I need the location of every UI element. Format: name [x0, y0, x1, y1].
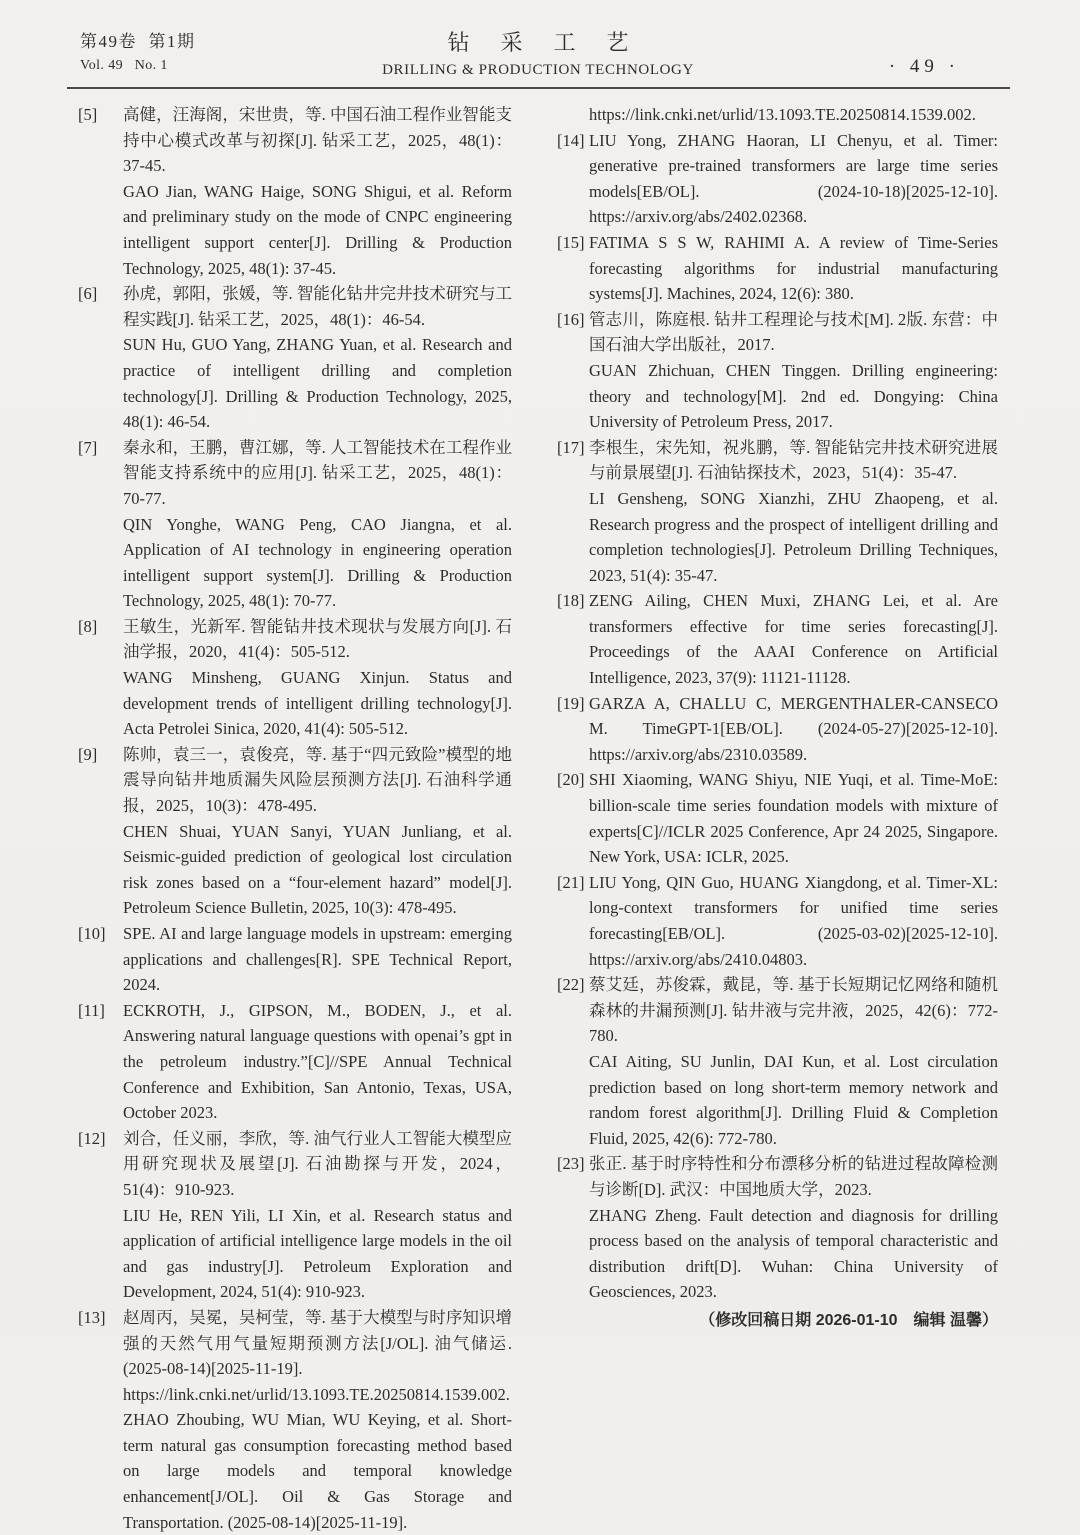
reference-item [557, 767, 998, 869]
reference-number: [7] [78, 437, 98, 457]
reference-text-cn: 王敏生，光新军. 智能钻井技术现状与发展方向[J]. 石油学报，2020，41(4)：505-512. [123, 616, 512, 662]
reference-item [78, 281, 512, 435]
reference-body [589, 870, 998, 972]
reference-body [123, 921, 512, 998]
reference-item [78, 1126, 512, 1305]
reference-text-cn: 秦永和，王鹏，曹江娜，等. 人工智能技术在工程作业智能支持系统中的应用[J]. 钻采工艺，2025，48(1)：70-77. [123, 437, 512, 508]
reference-body [589, 230, 998, 307]
reference-item [557, 972, 998, 1151]
reference-text-en: LIU Yong, QIN Guo, HUANG Xiangdong, et al. Timer-XL: long-context transformers for unified time series forecasting[EB/OL]. (2025-03-02)[2025-12-10]. https://arxiv.org/abs/2410.04803. [589, 872, 998, 969]
reference-text-en: GUAN Zhichuan, CHEN Tinggen. Drilling engineering: theory and technology[M]. 2nd ed. Dongying: China University of Petroleum Press, 2017. [589, 360, 998, 432]
reference-text-cn: 高健，汪海阁，宋世贵，等. 中国石油工程作业智能支持中心模式改革与初探[J]. 钻采工艺，2025，48(1)：37-45. [123, 105, 512, 176]
reference-continuation [557, 102, 998, 128]
reference-body [123, 435, 512, 614]
reference-text-en: GARZA A, CHALLU C, MERGENTHALER-CANSECO M. TimeGPT-1[EB/OL]. (2024-05-27)[2025-12-10]. https://arxiv.org/abs/2310.03589. [589, 693, 998, 764]
reference-text-cn: 李根生，宋先知，祝兆鹏，等. 智能钻完井技术研究进展与前景展望[J]. 石油钻探技术，2023，51(4)：35-47. [589, 437, 998, 483]
reference-text-en: ZENG Ailing, CHEN Muxi, ZHANG Lei, et al. Are transformers effective for time series forecasting[J]. Proceedings of the AAAI Conference on Artificial Intelligence, 2023, 37(9): 11121-11128. [589, 591, 998, 688]
reference-text-en: LI Gensheng, SONG Xianzhi, ZHU Zhaopeng, et al. Research progress and the prospect of intelligent drilling and completion technologies[J]. Petroleum Drilling Techniques, 2023, 51(4): 35-47. [589, 488, 998, 585]
reference-text-en: ECKROTH, J., GIPSON, M., BODEN, J., et al. Answering natural language questions with openai’s gpt in the petroleum industry.”[C]//SPE Annual Technical Conference and Exhibition, San Antonio, Texas, USA, October 2023. [123, 1000, 512, 1123]
reference-text-en: SHI Xiaoming, WANG Shiyu, NIE Yuqi, et al. Time-MoE: billion-scale time series foundation models with mixture of experts[C]//ICLR 2025 Conference, Apr 24 2025, Singapore. New York, USA: ICLR, 2025. [589, 770, 998, 867]
reference-text-en: SUN Hu, GUO Yang, ZHANG Yuan, et al. Research and practice of intelligent drilling and completion technology[J]. Drilling & Production Technology, 2025, 48(1): 46-54. [123, 335, 512, 432]
reference-text-en: ZHANG Zheng. Fault detection and diagnosis for drilling process based on the analysis of temporal characteristic and distribution drift[D]. Wuhan: China University of Geosciences, 2023. [589, 1205, 998, 1302]
volume-issue-cn: 第49卷 第1期 [80, 32, 196, 51]
reference-number: [18] [557, 591, 585, 611]
reference-body [589, 102, 998, 128]
reference-body [589, 1151, 998, 1305]
reference-text-en: GAO Jian, WANG Haige, SONG Shigui, et al. Reform and preliminary study on the mode of CNPC engineering intelligent support center[J]. Drilling & Production Technology, 2025, 48(1): 37-45. [123, 181, 512, 278]
header-divider [67, 87, 1010, 89]
reference-body [589, 972, 998, 1151]
reference-body [589, 307, 998, 435]
reference-text-cn: 赵周丙，吴冕，吴柯莹，等. 基于大模型与时序知识增强的天然气用气量短期预测方法[J/OL]. 油气储运. (2025-08-14)[2025-11-19]. https://link.cnki.net/urlid/13.1093.TE.20250814.1539.002. [123, 1307, 512, 1404]
reference-body [589, 588, 998, 690]
reference-number: [23] [557, 1154, 585, 1174]
reference-body [123, 614, 512, 742]
reference-number: [21] [557, 872, 585, 892]
reference-number: [20] [557, 770, 585, 790]
reference-body [589, 767, 998, 869]
reference-body [123, 102, 512, 281]
reference-body [589, 435, 998, 589]
reference-text-cn: 蔡艾廷，苏俊霖，戴昆，等. 基于长短期记忆网络和随机森林的井漏预测[J]. 钻井液与完井液，2025，42(6)：772-780. [589, 975, 998, 1046]
editor-note: （修改回稿日期 2026-01-10 编辑 温馨） [699, 1311, 998, 1329]
journal-title-en: DRILLING & PRODUCTION TECHNOLOGY [382, 62, 694, 78]
volume-issue-en: Vol. 49 No. 1 [80, 58, 168, 73]
reference-text-en: LIU He, REN Yili, LI Xin, et al. Research status and application of artificial intelligence large models in the oil and gas industry[J]. Petroleum Exploration and Development, 2024, 51(4): 910-923. [123, 1205, 512, 1302]
reference-number [557, 102, 589, 128]
reference-item [78, 998, 512, 1126]
reference-item [557, 1151, 998, 1305]
reference-number: [16] [557, 309, 585, 329]
reference-item [78, 1305, 512, 1535]
reference-body [589, 128, 998, 230]
reference-number: [17] [557, 437, 585, 457]
reference-item [557, 230, 998, 307]
reference-text-cn: 张正. 基于时序特性和分布漂移分析的钻进过程故障检测与诊断[D]. 武汉：中国地质大学，2023. [589, 1154, 998, 1199]
reference-number: [15] [557, 232, 585, 252]
reference-text-cn: 孙虎，郭阳，张媛，等. 智能化钻井完井技术研究与工程实践[J]. 钻采工艺，2025，48(1)：46-54. [123, 284, 512, 329]
reference-text-en: WANG Minsheng, GUANG Xinjun. Status and development trends of intelligent drilling technology[J]. Acta Petrolei Sinica, 2020, 41(4): 505-512. [123, 668, 512, 739]
reference-item [557, 588, 998, 690]
reference-body [123, 281, 512, 435]
reference-number: [9] [78, 744, 98, 764]
reference-number: [11] [78, 1000, 105, 1020]
reference-number: [22] [557, 975, 585, 995]
reference-text-en: QIN Yonghe, WANG Peng, CAO Jiangna, et al. Application of AI technology in engineering operation intelligent support system[J]. Drilling & Production Technology, 2025, 48(1): 70-77. [123, 514, 512, 611]
reference-item [78, 435, 512, 614]
references-column-right [557, 102, 998, 1535]
reference-body [123, 998, 512, 1126]
reference-number: [12] [78, 1128, 106, 1148]
reference-body [123, 1126, 512, 1305]
reference-item [78, 102, 512, 281]
reference-item [557, 691, 998, 768]
reference-number: [14] [557, 130, 585, 150]
reference-text-en: CHEN Shuai, YUAN Sanyi, YUAN Junliang, et al. Seismic-guided prediction of geological lost circulation risk zones based on a “four-element hazard” model[J]. Petroleum Science Bulletin, 2025, 10(3): 478-495. [123, 821, 512, 918]
reference-text-en: FATIMA S S W, RAHIMI A. A review of Time-Series forecasting algorithms for industrial manufacturing systems[J]. Machines, 2024, 12(6): 380. [589, 232, 998, 304]
reference-item [78, 921, 512, 998]
reference-body [123, 742, 512, 921]
reference-item [557, 435, 998, 589]
reference-item [557, 307, 998, 435]
reference-number: [10] [78, 924, 106, 943]
reference-item [78, 614, 512, 742]
page-number: · 49 · [888, 56, 960, 77]
reference-text-en: SPE. AI and large language models in upstream: emerging applications and challenges[R]. SPE Technical Report, 2024. [123, 924, 512, 995]
reference-text-cn: 管志川，陈庭根. 钻井工程理论与技术[M]. 2版. 东营：中国石油大学出版社，2017. [589, 309, 998, 355]
reference-item [78, 742, 512, 921]
reference-body [123, 1305, 512, 1535]
reference-number: [6] [78, 284, 98, 304]
reference-text-en: ZHAO Zhoubing, WU Mian, WU Keying, et al. Short-term natural gas consumption forecasting method based on large models and temporal knowledge enhancement[J/OL]. Oil & Gas Storage and Transportation. (2025-08-14)[2025-11-19]. [123, 1410, 512, 1532]
reference-text-en: LIU Yong, ZHANG Haoran, LI Chenyu, et al. Timer: generative pre-trained transformers are large time series models[EB/OL]. (2024-10-18)[2025-12-10]. https://arxiv.org/abs/2402.02368. [589, 130, 998, 227]
reference-number: [19] [557, 693, 585, 713]
journal-title-block [78, 26, 998, 79]
reference-number: [5] [78, 105, 98, 124]
reference-text-en: CAI Aiting, SU Junlin, DAI Kun, et al. Lost circulation prediction based on long short-term memory network and random forest algorithm[J]. Drilling Fluid & Completion Fluid, 2025, 42(6): 772-780. [589, 1051, 998, 1148]
reference-item [557, 128, 998, 230]
reference-body [589, 691, 998, 768]
page-header [78, 26, 998, 80]
reference-text-cn: 陈帅，袁三一，袁俊亮，等. 基于“四元致险”模型的地震导向钻井地质漏失风险层预测方法[J]. 石油科学通报，2025，10(3)：478-495. [123, 744, 512, 816]
references-section [78, 102, 998, 1535]
reference-number: [13] [78, 1307, 106, 1327]
references-column-left [78, 102, 512, 1535]
reference-number: [8] [78, 616, 98, 636]
journal-title-cn: 钻采工艺 [447, 30, 660, 55]
reference-item [557, 870, 998, 972]
reference-text-cn: 刘合，任义丽，李欣，等. 油气行业人工智能大模型应用研究现状及展望[J]. 石油勘探与开发，2024，51(4)：910-923. [123, 1128, 512, 1199]
reference-text-en: https://link.cnki.net/urlid/13.1093.TE.20250814.1539.002. [589, 105, 976, 124]
